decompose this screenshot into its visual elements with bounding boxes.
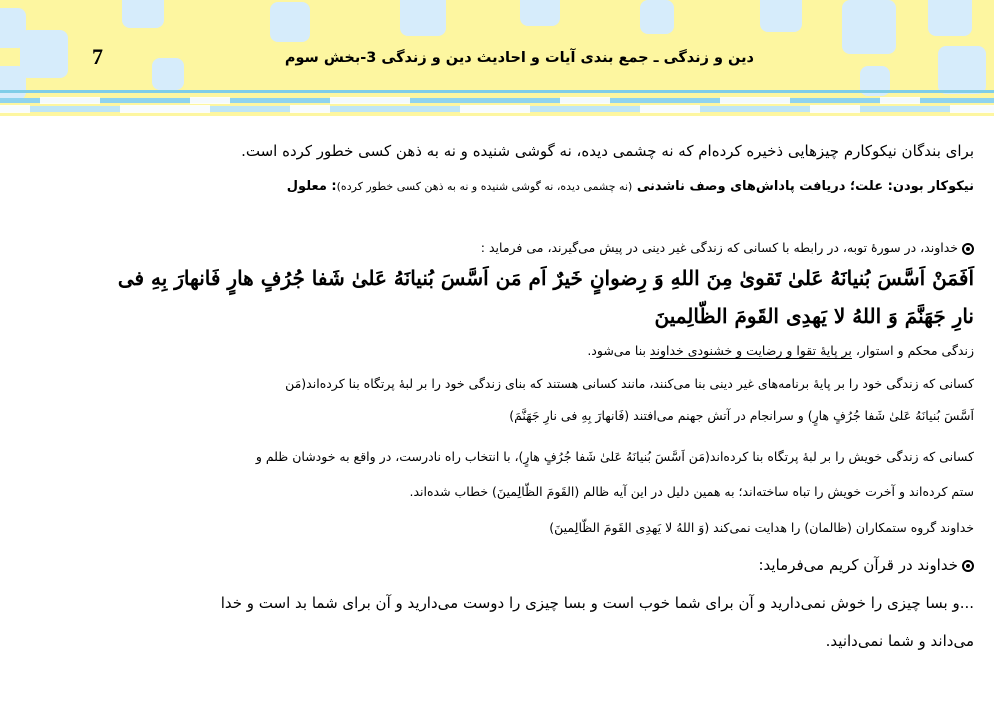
effect-label: : معلول <box>286 179 337 194</box>
decor-square <box>122 0 164 28</box>
paragraph-1 <box>587 343 974 358</box>
intro-line <box>481 240 974 255</box>
header-title: دین و زندگی ـ جمع بندی آیات و احادیث دین و زندگی 3-بخش سوم <box>284 50 754 66</box>
decor-square <box>842 0 896 54</box>
bullet-icon <box>962 243 974 255</box>
decor-square <box>928 0 972 36</box>
decor-square <box>640 0 674 34</box>
decor-square <box>760 0 802 32</box>
decor-square <box>20 30 68 78</box>
bullet-icon <box>962 560 974 572</box>
intro-line-2 <box>759 556 975 574</box>
header-stripes <box>0 88 994 116</box>
cause-effect-line <box>287 179 974 194</box>
paragraph-3-line-2: ستم کرده‌اند و آخرت خویش را تباه ساخته‌اند؛ به همین دلیل در این آیه ظالم (القَومَ الظّالِمینَ) خطاب شده‌اند. <box>409 484 974 499</box>
page-header <box>0 0 994 116</box>
paragraph-4: خداوند گروه ستمکاران (ظالمان) را هدایت نمی‌کند (وَ اللهُ لا یَهدِی القَومَ الظّالِمینَ) <box>549 520 974 535</box>
cause-label: نیکوکار بودن: علت؛ دریافت پاداش‌های وصف ناشدنی <box>636 179 974 194</box>
paragraph-2-line-2: اَسَّسَ بُنیانَهُ عَلیٰ شَفا جُرُفٍ هارٍ) و سرانجام در آتش جهنم می‌افتند (فَانهارَ بِهِ فی نارِ جَهَنَّمَ) <box>509 408 974 423</box>
verse-line-2: نارِ جَهَنَّمَ وَ اللهُ لا یَهدِی القَومَ الظّالِمینَ <box>654 304 974 328</box>
decor-square <box>520 0 560 26</box>
page-number: 7 <box>92 44 103 69</box>
p1-start: زندگی محکم و استوار، <box>851 343 974 358</box>
intro-text: خداوند، در سورهٔ توبه، در رابطه با کسانی که زندگی غیر دینی در پیش می‌گیرند، می فرماید : <box>480 240 958 255</box>
text-line-rewards: برای بندگان نیکوکارم چیزهایی ذخیره کرده‌ام که نه چشمی دیده، نه گوشی شنیده و نه به ذهن کسی خطور کرده است. <box>241 142 974 160</box>
decor-square <box>938 46 986 94</box>
p1-end: بنا می‌شود. <box>587 343 650 358</box>
final-line-1: ...و بسا چیزی را خوش نمی‌دارید و آن برای شما خوب است و بسا چیزی را دوست می‌دارید و آن برای شما بد است و خدا <box>220 594 974 612</box>
cause-note: (نه چشمی دیده، نه گوشی شنیده و نه به ذهن کسی خطور کرده) <box>336 180 633 193</box>
intro2-text: خداوند در قرآن کریم می‌فرماید: <box>758 556 958 574</box>
decor-square <box>270 2 310 42</box>
p1-underlined: بر پایهٔ تقوا و رضایت و خشنودی خداوند <box>649 343 852 358</box>
verse-line-1: اَفَمَنْ اَسَّسَ بُنیانَهُ عَلیٰ تَقویٰ مِنَ اللهِ وَ رِضوانٍ خَیرٌ اَم مَن اَسَّسَ بُنیانَهُ عَلیٰ شَفا جُرُفٍ هارٍ فَانهارَ بِهِ فی <box>117 266 974 290</box>
decor-square <box>400 0 446 36</box>
final-line-2: می‌داند و شما نمی‌دانید. <box>825 632 974 650</box>
paragraph-2-line-1: کسانی که زندگی خود را بر پایهٔ برنامه‌های غیر دینی بنا می‌کنند، مانند کسانی هستند که بنای زندگی خود را بر لبهٔ پرتگاه بنا کرده‌اند(مَن <box>285 376 974 391</box>
paragraph-3-line-1: کسانی که زندگی خویش را بر لبهٔ پرتگاه بنا کرده‌اند(مَن اَسَّسَ بُنیانَهُ عَلیٰ شَفا جُرُفٍ هارٍ)، با انتخاب راه نادرست، در واقع به خودشان ظلم و <box>255 449 974 464</box>
